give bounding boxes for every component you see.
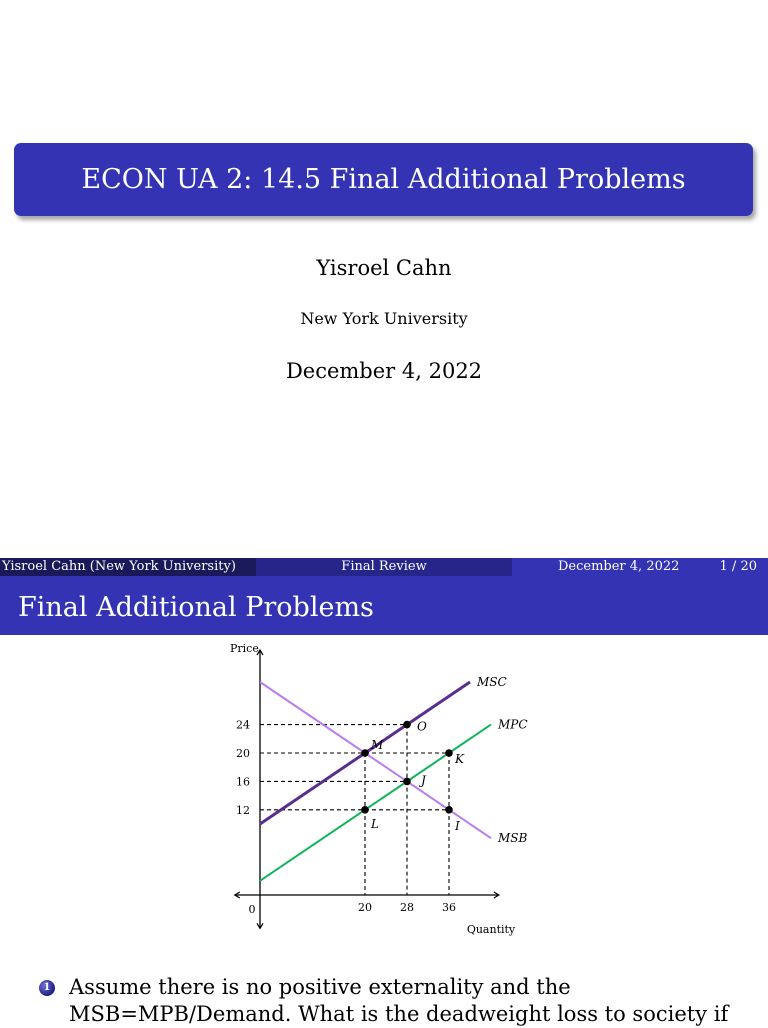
- x-axis-label: Quantity: [466, 923, 516, 936]
- frame-title-text: Final Additional Problems: [18, 592, 374, 623]
- point-j: [403, 778, 411, 786]
- footline: [0, 558, 768, 576]
- y-tick-label: 12: [236, 803, 250, 817]
- footline-short-title: Final Review: [256, 558, 512, 576]
- externality-chart: [0, 640, 768, 945]
- x-tick-label: 36: [442, 901, 456, 914]
- point-label-i: I: [455, 818, 460, 833]
- y-tick-label: 16: [236, 775, 250, 789]
- point-label-m: M: [371, 738, 384, 752]
- x-tick-label: 20: [358, 901, 372, 914]
- point-k: [445, 749, 453, 757]
- x-tick-label: 0: [248, 903, 256, 916]
- point-label-j: J: [421, 773, 426, 788]
- presentation-title: ECON UA 2: 14.5 Final Additional Problems: [14, 143, 753, 216]
- y-axis-label: Price: [230, 642, 259, 656]
- point-o: [403, 721, 411, 729]
- frame-title: [0, 576, 768, 635]
- question-text: Assume there is no positive externality and the MSB=MPB/Demand. What is the deadweight loss to society if: [69, 975, 729, 1026]
- point-label-o: O: [417, 719, 427, 734]
- point-label-l: L: [371, 816, 379, 831]
- point-i: [445, 806, 453, 814]
- enumeration-bullet: 1: [39, 980, 55, 996]
- point-label-k: K: [455, 752, 464, 766]
- institution: New York University: [300, 309, 468, 328]
- author-name: Yisroel Cahn: [316, 256, 452, 280]
- footline-author: [0, 558, 256, 576]
- presentation-date: December 4, 2022: [285, 359, 483, 383]
- point-m: [361, 749, 369, 757]
- series-label-msb: MSB: [498, 831, 528, 846]
- series-label-msc: MSC: [477, 675, 507, 689]
- y-tick-label: 24: [236, 718, 250, 732]
- series-label-mpc: MPC: [498, 717, 528, 732]
- footline-page-number: 1 / 20: [719, 559, 757, 574]
- footline-date-page: [512, 558, 768, 576]
- y-tick-label: 20: [236, 747, 250, 760]
- footline-date: December 4, 2022: [558, 559, 680, 574]
- x-tick-label: 28: [400, 901, 414, 914]
- footline-author-text: Yisroel Cahn (New York University): [2, 559, 236, 574]
- point-l: [361, 806, 369, 814]
